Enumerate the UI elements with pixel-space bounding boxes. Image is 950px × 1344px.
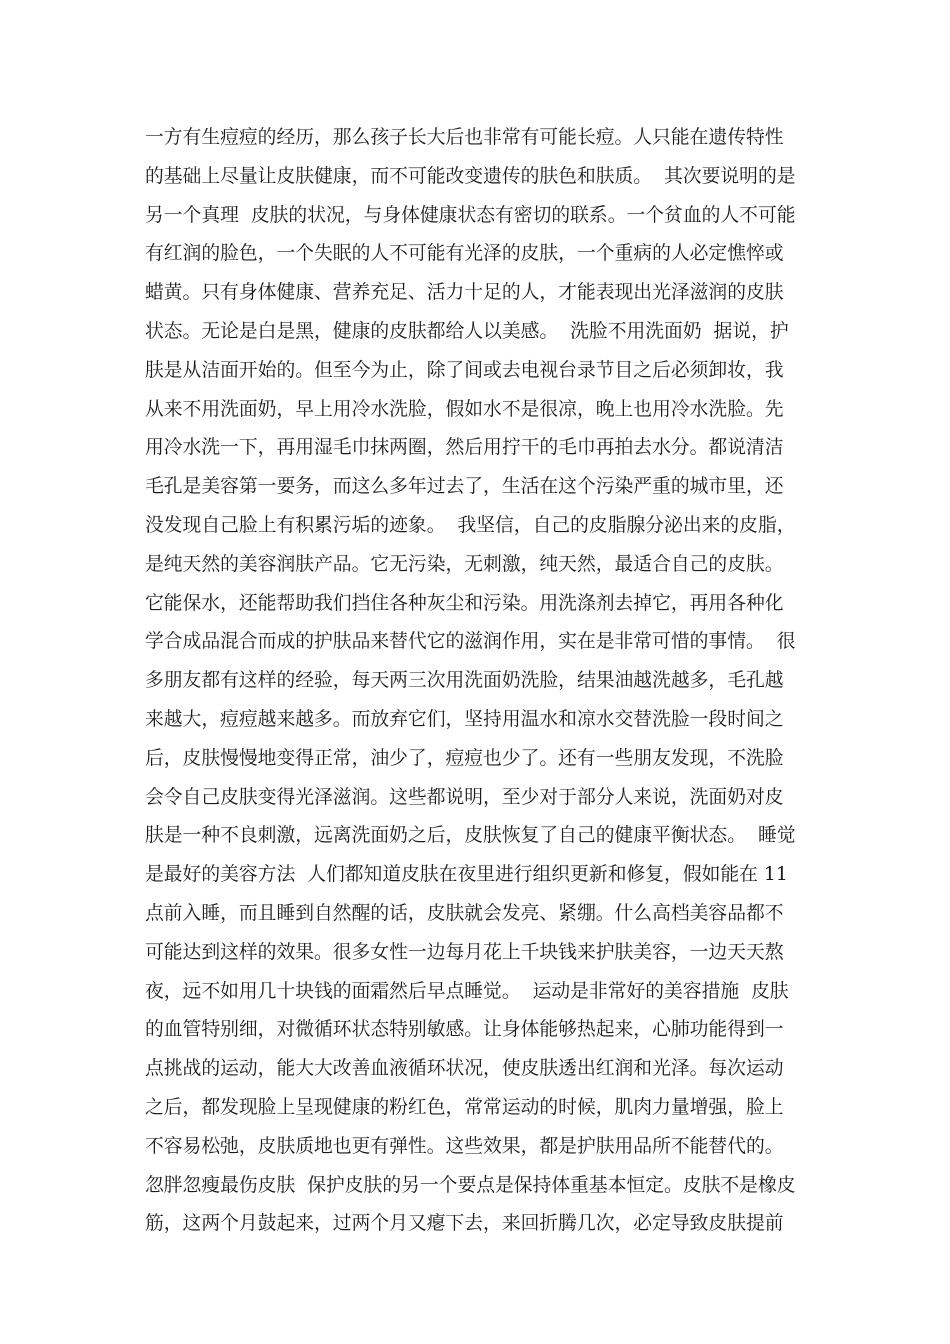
text-line: 毛孔是美容第一要务，而这么多年过去了，生活在这个污染严重的城市里，还	[145, 476, 784, 498]
text-line: 的基础上尽量让皮肤健康，而不可能改变遗传的肤色和肤质。 其次要说明的是	[145, 165, 796, 187]
text-line: 用冷水洗一下，再用湿毛巾抹两圈，然后用拧干的毛巾再拍去水分。都说清洁	[145, 437, 784, 459]
text-line: 夜，远不如用几十块钱的面霜然后早点睡觉。 运动是非常好的美容措施 皮肤	[145, 980, 789, 1002]
text-line: 肤是从洁面开始的。但至今为止，除了间或去电视台录节目之后必须卸妆，我	[145, 359, 784, 381]
text-line: 忽胖忽瘦最伤皮肤 保护皮肤的另一个要点是保持体重基本恒定。皮肤不是橡皮	[145, 1174, 796, 1196]
text-line: 蜡黄。只有身体健康、营养充足、活力十足的人，才能表现出光泽滋润的皮肤	[145, 282, 784, 304]
text-line: 不容易松弛，皮肤质地也更有弹性。这些效果，都是护肤用品所不能替代的。	[145, 1135, 784, 1157]
text-line: 它能保水，还能帮助我们挡住各种灰尘和污染。用洗涤剂去掉它，再用各种化	[145, 592, 784, 614]
text-line: 的血管特别细，对微循环状态特别敏感。让身体能够热起来，心肺功能得到一	[145, 1019, 784, 1041]
text-line: 之后，都发现脸上呈现健康的粉红色，常常运动的时候，肌肉力量增强，脸上	[145, 1096, 784, 1118]
text-line: 从来不用洗面奶，早上用冷水洗脸，假如水不是很凉，晚上也用冷水洗脸。先	[145, 398, 784, 420]
text-line: 多朋友都有这样的经验，每天两三次用洗面奶洗脸，结果油越洗越多，毛孔越	[145, 670, 784, 692]
text-line: 来越大，痘痘越来越多。而放弃它们，坚持用温水和凉水交替洗脸一段时间之	[145, 708, 784, 730]
text-line: 可能达到这样的效果。很多女性一边每月花上千块钱来护肤美容，一边天天熬	[145, 941, 784, 963]
text-line: 点挑战的运动，能大大改善血液循环状况，使皮肤透出红润和光泽。每次运动	[145, 1058, 784, 1080]
text-line: 后，皮肤慢慢地变得正常，油少了，痘痘也少了。还有一些朋友发现，不洗脸	[145, 747, 784, 769]
text-line: 一方有生痘痘的经历，那么孩子长大后也非常有可能长痘。人只能在遗传特性	[145, 127, 784, 148]
text-line: 是纯天然的美容润肤产品。它无污染，无刺激，纯天然，最适合自己的皮肤。	[145, 553, 784, 575]
text-line: 有红润的脸色，一个失眠的人不可能有光泽的皮肤，一个重病的人必定憔悴或	[145, 243, 784, 265]
text-line: 没发现自己脸上有积累污垢的迹象。 我坚信，自己的皮脂腺分泌出来的皮脂，	[145, 514, 796, 536]
text-line: 点前入睡，而且睡到自然醒的话，皮肤就会发亮、紧绷。什么高档美容品都不	[145, 902, 784, 924]
text-line: 是最好的美容方法 人们都知道皮肤在夜里进行组织更新和修复，假如能在 11	[145, 864, 788, 886]
text-line: 筋，这两个月鼓起来，过两个月又瘪下去，来回折腾几次，必定导致皮肤提前	[145, 1213, 784, 1235]
text-line: 状态。无论是白是黑，健康的皮肤都给人以美感。 洗脸不用洗面奶 据说，护	[145, 320, 789, 342]
text-line: 会令自己皮肤变得光泽滋润。这些都说明，至少对于部分人来说，洗面奶对皮	[145, 786, 784, 808]
text-line: 另一个真理 皮肤的状况，与身体健康状态有密切的联系。一个贫血的人不可能	[145, 204, 796, 226]
text-line: 肤是一种不良刺激，远离洗面奶之后，皮肤恢复了自己的健康平衡状态。 睡觉	[145, 825, 796, 847]
body-text	[145, 119, 810, 1244]
text-line: 学合成品混合而成的护肤品来替代它的滋润作用，实在是非常可惜的事情。 很	[145, 631, 796, 653]
